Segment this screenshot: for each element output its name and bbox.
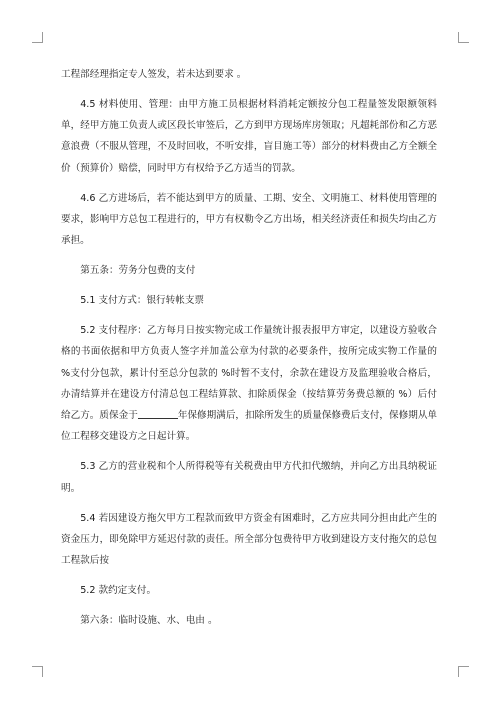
- clause-5-2-part-b: 年保修期满后，扣除所发生的质量保修费后支付，保修期从单位工程移交建设方之日起计算。: [61, 410, 438, 443]
- clause-5-2: [61, 320, 437, 448]
- clause-5-2-part-a: 5.2 支付程序：乙方每月日按实物完成工作量统计报表报甲方审定，以建设方验收合格的书面依据和甲方负责人签字并加盖公章为付款的必要条件，按所完成实物工作量的 %支付分包款，累计付至总分包款的 %时暂不支付，余款在建设方及监理验收合格后，办清结算并在建设方付清总包工程结算款、扣除质保金（按结算劳务费总额的 %）后付给乙方。质保金于: [61, 324, 437, 422]
- clause-4-5: 4.5 材料使用、管理：由甲方施工员根据材料消耗定额按分包工程量签发限额领料单，经甲方施工负责人或区段长审签后，乙方到甲方现场库房领取；凡超耗部份和乙方恶意浪费（不服从管理，不及时回收，不听安排，盲目施工等）部分的材料费由乙方全额全价（预算价）赔偿，同时甲方有权给予乙方适当的罚款。: [61, 98, 437, 174]
- clause-4-6: 4.6 乙方进场后，若不能达到甲方的质量、工期、安全、文明施工、材料使用管理的要求，影响甲方总包工程进行的，甲方有权勒令乙方出场，相关经济责任和损失均由乙方承担。: [61, 192, 437, 247]
- crop-mark-top-right: [458, 32, 469, 43]
- article-5-heading: 第五条：劳务分包费的支付: [80, 265, 196, 277]
- article-6-heading: 第六条：临时设施、水、电由 。: [80, 614, 218, 626]
- fill-in-blank: [138, 409, 178, 419]
- clause-5-3: 5.3 乙方的营业税和个人所得税等有关税费由甲方代扣代缴纳，并向乙方出具纳税证明。: [61, 461, 437, 494]
- crop-mark-top-left: [32, 32, 43, 43]
- clause-5-4: 5.4 若因建设方拖欠甲方工程款而致甲方资金有困难时，乙方应共同分担由此产生的资金压力，即免除甲方延迟付款的责任。所全部分包费待甲方收到建设方支付拖欠的总包工程款后按: [61, 512, 437, 567]
- paragraph-continuation: 工程部经理指定专人签发，若未达到要求 。: [61, 69, 247, 80]
- crop-mark-bottom-left: [32, 666, 43, 677]
- document-body: [61, 64, 437, 640]
- crop-mark-bottom-right: [458, 666, 469, 677]
- clause-5-4-continuation: 5.2 款约定支付。: [80, 584, 157, 596]
- clause-5-1: 5.1 支付方式：银行转帐支票: [80, 295, 205, 307]
